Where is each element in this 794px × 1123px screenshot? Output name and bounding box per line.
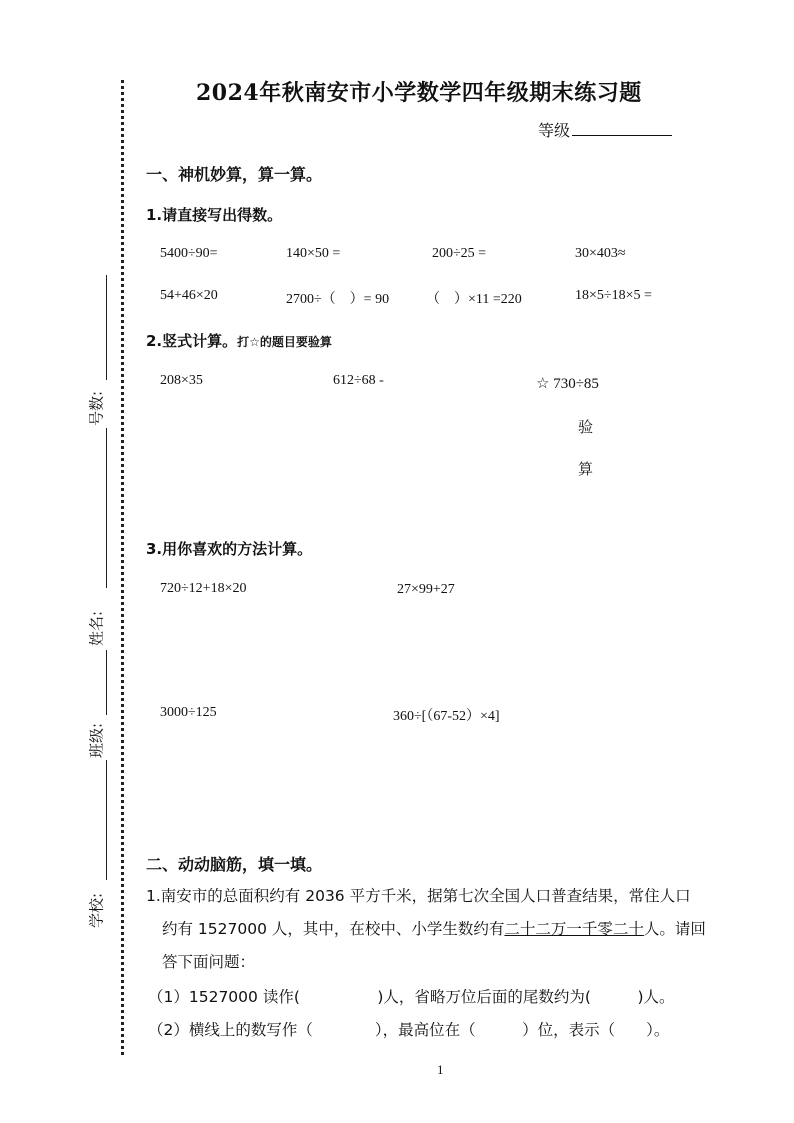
- oral-calc-item: 30×403≈: [575, 246, 626, 261]
- vertical-calc-item: 208×35: [160, 373, 203, 388]
- grade-blank[interactable]: [572, 121, 672, 136]
- number-blank-line: [106, 275, 107, 380]
- school-label: 学校:: [87, 892, 106, 929]
- q2-heading: [146, 330, 332, 351]
- oral-calc-item: 54+46×20: [160, 288, 218, 303]
- class-label: 班级:: [87, 722, 106, 759]
- s2-q1-sub2: （2）横线上的数写作（ ），最高位在（ ）位，表示（ ）。: [148, 1021, 670, 1039]
- name-blank-line: [106, 428, 107, 588]
- underlined-number-text: 二十二万一千零二十: [504, 920, 644, 938]
- oral-calc-item: （ ）×11 =220: [426, 292, 522, 307]
- binding-dotted-line: [121, 80, 124, 1055]
- method-calc-item: 3000÷125: [160, 705, 217, 720]
- oral-calc-item: 18×5÷18×5 =: [575, 288, 652, 303]
- s2-q1-sub1: （1）1527000 读作( )人，省略万位后面的尾数约为( )人。: [148, 988, 675, 1006]
- class-blank-line: [106, 650, 107, 715]
- name-label: 姓名:: [87, 610, 106, 647]
- section1-heading: 一、神机妙算，算一算。: [146, 165, 323, 184]
- method-calc-item: 720÷12+18×20: [160, 581, 247, 596]
- vertical-calc-item: 612÷68 -: [333, 373, 384, 388]
- s2-q1-line1: 1.南安市的总面积约有 2036 平方千米，据第七次全国人口普查结果，常住人口: [146, 887, 691, 905]
- q3-heading: 3.用你喜欢的方法计算。: [146, 540, 313, 558]
- s2-q1-line2: [162, 917, 706, 939]
- vertical-calc-item-starred: ☆ 730÷85: [536, 376, 599, 392]
- oral-calc-item: 5400÷90=: [160, 246, 218, 261]
- oral-calc-item: 2700÷（ ）= 90: [286, 292, 390, 307]
- page-title: 2024年秋南安市小学数学四年级期末练习题: [196, 80, 642, 106]
- s2-q1-line3: 答下面问题：: [162, 953, 256, 971]
- verify-label-2: 算: [578, 460, 594, 478]
- oral-calc-item: 140×50 =: [286, 246, 341, 261]
- school-blank-line: [106, 760, 107, 880]
- method-calc-item: 27×99+27: [397, 582, 455, 597]
- s2-q1-line2-start: 约有 1527000 人，其中，在校中、小学生数约有: [162, 920, 505, 938]
- verify-label-1: 验: [578, 418, 594, 436]
- oral-calc-item: 200÷25 =: [432, 246, 487, 261]
- grade-label: 等级: [538, 121, 571, 140]
- number-label: 号数:: [87, 390, 106, 427]
- section2-heading: 二、动动脑筋，填一填。: [146, 855, 323, 874]
- q2-heading-text: 2.竖式计算。: [146, 332, 238, 350]
- page-number: 1: [437, 1062, 444, 1077]
- method-calc-item: 360÷[（67-52）×4]: [393, 709, 500, 724]
- q2-note: 打☆的题目要验算: [237, 335, 332, 349]
- s2-q1-line2-end: 人。请回: [643, 920, 706, 938]
- grade-field: [538, 118, 672, 141]
- q1-heading: 1.请直接写出得数。: [146, 206, 283, 224]
